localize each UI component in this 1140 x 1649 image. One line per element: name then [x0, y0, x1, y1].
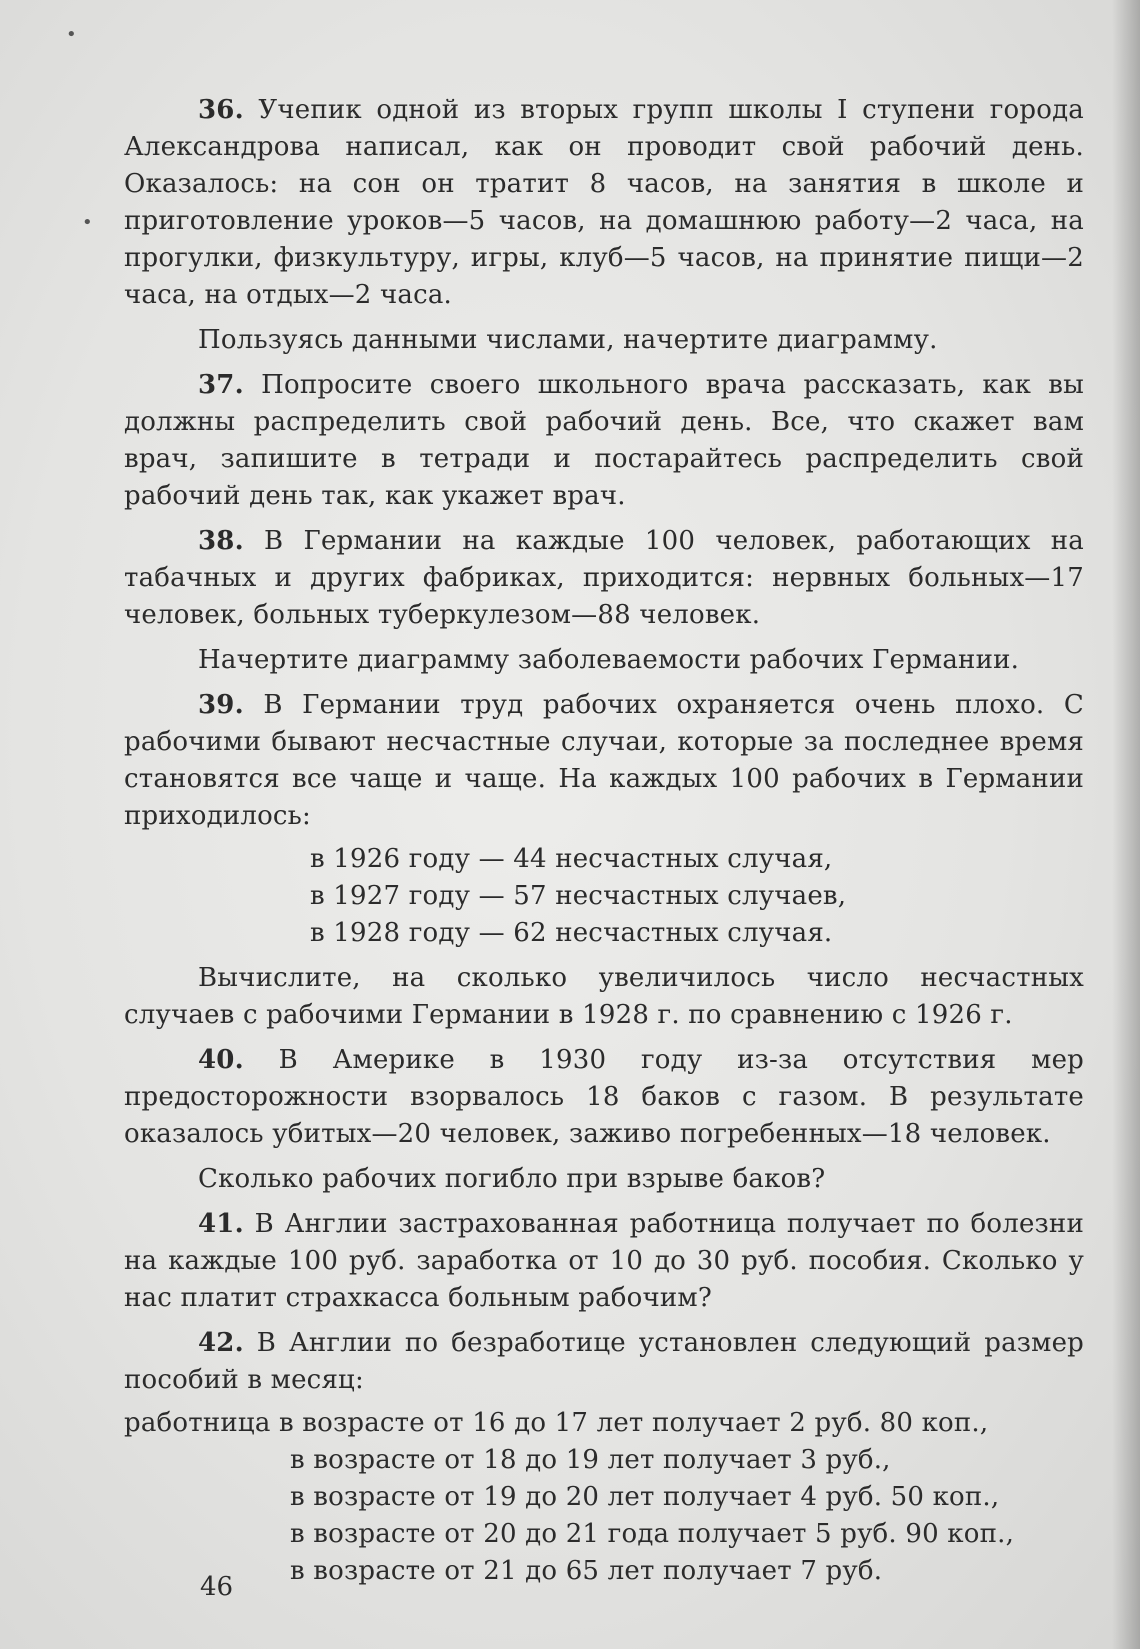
problem-text: В Англии застрахованная работница получает по болезни на каждые 100 руб. заработка от 10 до 30 руб. пособия. Сколько у нас платит страхкасса больным рабочим? — [124, 1209, 1084, 1313]
problem-42 — [124, 1325, 1084, 1399]
ink-speck: • — [82, 212, 93, 233]
page-content — [124, 92, 1084, 1590]
problem-number: 40. — [198, 1045, 244, 1075]
list-item: в 1928 году — 62 несчастных случая. — [310, 918, 833, 948]
problem-39-question: Вычислите, на сколько увеличилось число несчастных случаев с рабочими Германии в 1928 г. по сравнению с 1926 г. — [124, 963, 1084, 1030]
list-item: в возрасте от 21 до 65 лет получает 7 руб. — [290, 1556, 883, 1586]
problem-38 — [124, 523, 1084, 634]
list-item: в возрасте от 20 до 21 года получает 5 руб. 90 коп., — [290, 1519, 1015, 1549]
problem-36-question: Пользуясь данными числами, начертите диаграмму. — [198, 325, 938, 355]
problem-text: В Америке в 1930 году из-за отсутствия мер предосторожности взорвалось 18 баков с газом. В результате оказалось убитых—20 человек, заживо погребенных—18 человек. — [124, 1045, 1084, 1149]
problem-number: 36. — [198, 95, 244, 125]
problem-number: 42. — [198, 1328, 244, 1358]
ink-speck: • — [66, 24, 77, 45]
problem-number: 37. — [198, 370, 244, 400]
list-item: в 1926 году — 44 несчастных случая, — [310, 844, 833, 874]
problem-36 — [124, 92, 1084, 314]
problem-text: В Германии труд рабочих охраняется очень плохо. С рабочими бывают несчастные случаи, которые за последнее время становятся все чаще и чаще. На каждых 100 рабочих в Германии приходилось: — [124, 690, 1084, 831]
problem-text: Попросите своего школьного врача рассказать, как вы должны распределить свой рабочий день. Все, что скажет вам врач, запишите в тетради и постарайтесь распределить свой рабочий день так, как укажет врач. — [124, 370, 1084, 511]
problem-number: 41. — [198, 1209, 244, 1239]
list-item: в 1927 году — 57 несчастных случаев, — [310, 881, 847, 911]
list-item: работница в возрасте от 16 до 17 лет получает 2 руб. 80 коп., — [124, 1408, 989, 1438]
page-number: 46 — [200, 1572, 234, 1602]
problem-39 — [124, 687, 1084, 835]
problem-text: Учепик одной из вторых групп школы I ступени города Александрова написал, как он проводит свой рабочий день. Оказалось: на сон он тратит 8 часов, на занятия в школе и приготовление уроков—5 часов, на домашнюю работу—2 часа, на прогулки, физкультуру, игры, клуб—5 часов, на принятие пищи—2 часа, на отдых—2 часа. — [124, 95, 1084, 310]
problem-40 — [124, 1042, 1084, 1153]
problem-40-question: Сколько рабочих погибло при взрыве баков? — [198, 1164, 826, 1194]
benefit-list — [124, 1405, 1084, 1590]
problem-38-question: Начертите диаграмму заболеваемости рабочих Германии. — [198, 645, 1020, 675]
accident-list — [310, 841, 1084, 952]
problem-41 — [124, 1206, 1084, 1317]
list-item: в возрасте от 19 до 20 лет получает 4 руб. 50 коп., — [290, 1482, 1000, 1512]
problem-number: 38. — [198, 526, 244, 556]
list-item: в возрасте от 18 до 19 лет получает 3 руб., — [290, 1445, 891, 1475]
problem-text: В Англии по безработице установлен следующий размер пособий в месяц: — [124, 1328, 1084, 1395]
problem-number: 39. — [198, 690, 244, 720]
problem-37 — [124, 367, 1084, 515]
page-edge-shadow — [1112, 0, 1140, 1649]
problem-text: В Германии на каждые 100 человек, работающих на табачных и других фабриках, приходится: нервных больных—17 человек, больных туберкулезом—88 человек. — [124, 526, 1084, 630]
